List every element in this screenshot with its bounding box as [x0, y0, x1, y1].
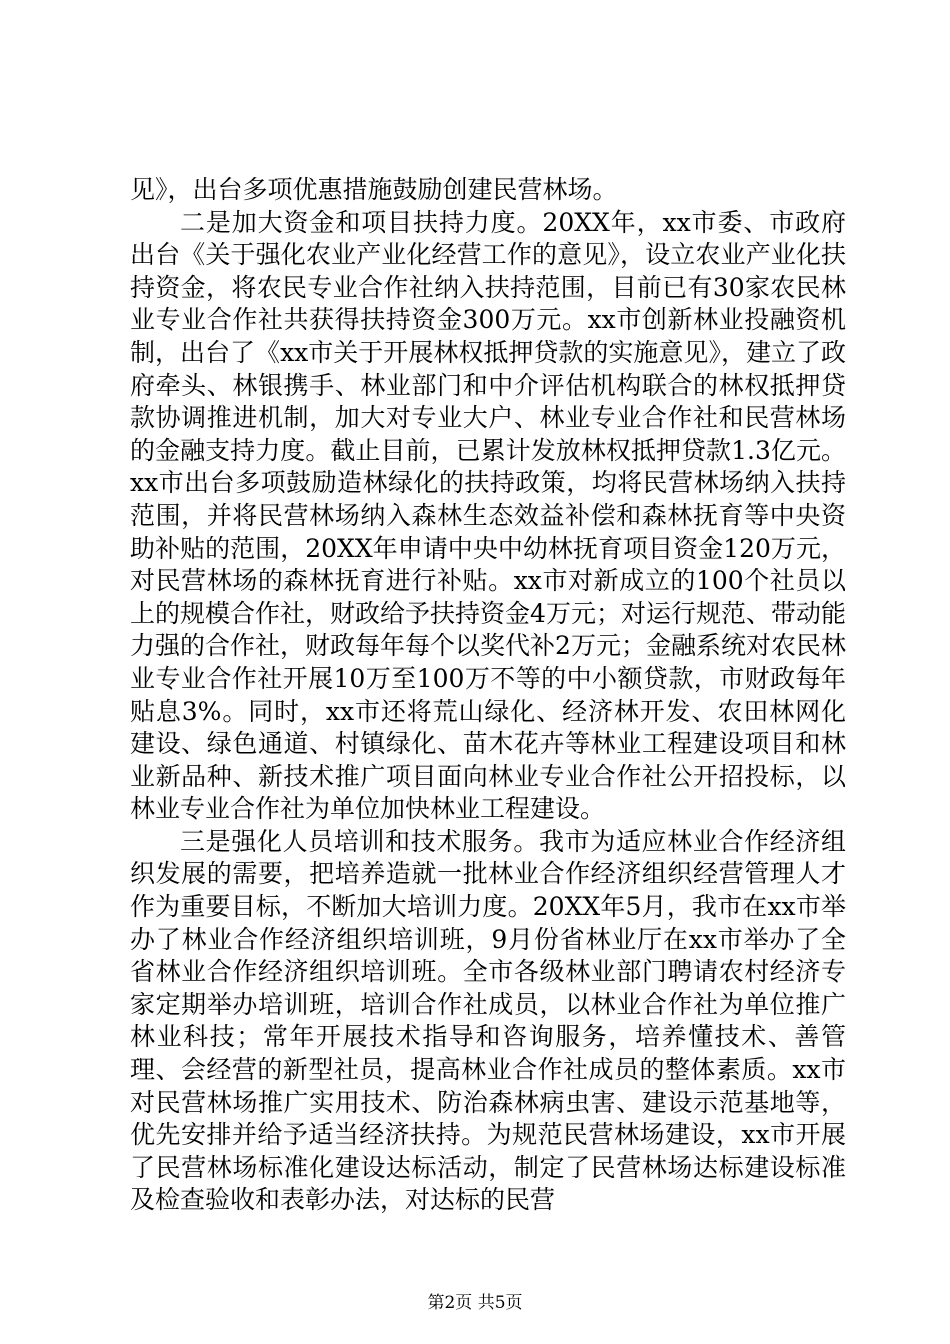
paragraph-funding-support: 二是加大资金和项目扶持力度。20XX年，xx市委、市政府出台《关于强化农业产业化经营工作的意见》，设立农业产业化扶持资金，将农民专业合作社纳入扶持范围，目前已有30家农民林业专业合作社共获得扶持资金300万元。xx市创新林业投融资机制，出台了《xx市关于开展林权抵押贷款的实施意见》，建立了政府牵头、林银携手、林业部门和中介评估机构联合的林权抵押贷款协调推进机制，加大对专业大户、林业专业合作社和民营林场的金融支持力度。截止目前，已累计发放林权抵押贷款1.3亿元。xx市出台多项鼓励造林绿化的扶持政策，均将民营林场纳入扶持范围，并将民营林场纳入森林生态效益补偿和森林抚育等中央资助补贴的范围，20XX年申请中央中幼林抚育项目资金120万元，对民营林场的森林抚育进行补贴。xx市对新成立的100个社员以上的规模合作社，财政给予扶持资金4万元；对运行规范、带动能力强的合作社，财政每年每个以奖代补2万元；金融系统对农民林业专业合作社开展10万至100万不等的中小额贷款，市财政每年贴息3%。同时，xx市还将荒山绿化、经济林开发、农田林网化建设、绿色通道、村镇绿化、苗木花卉等林业工程建设项目和林业新品种、新技术推广项目面向林业专业合作社公开招投标，以林业专业合作社为单位加快林业工程建设。 — [130, 207, 846, 824]
document-body — [130, 174, 846, 1217]
paragraph-continuation: 见》，出台多项优惠措施鼓励创建民营林场。 — [130, 175, 618, 204]
paragraph-training-services: 三是强化人员培训和技术服务。我市为适应林业合作经济组织发展的需要，把培养造就一批林业合作经济组织经营管理人才作为重要目标，不断加大培训力度。20XX年5月，我市在xx市举办了林业合作经济组织培训班，9月份省林业厅在xx市举办了全省林业合作经济组织培训班。全市各级林业部门聘请农村经济专家定期举办培训班，培训合作社成员，以林业合作社为单位推广林业科技；常年开展技术指导和咨询服务，培养懂技术、善管理、会经营的新型社员，提高林业合作社成员的整体素质。xx市对民营林场推广实用技术、防治森林病虫害、建设示范基地等，优先安排并给予适当经济扶持。为规范民营林场建设，xx市开展了民营林场标准化建设达标活动，制定了民营林场达标建设标准及检查验收和表彰办法，对达标的民营 — [130, 826, 846, 1215]
page-number-footer: 第2页 共5页 — [427, 1293, 523, 1313]
